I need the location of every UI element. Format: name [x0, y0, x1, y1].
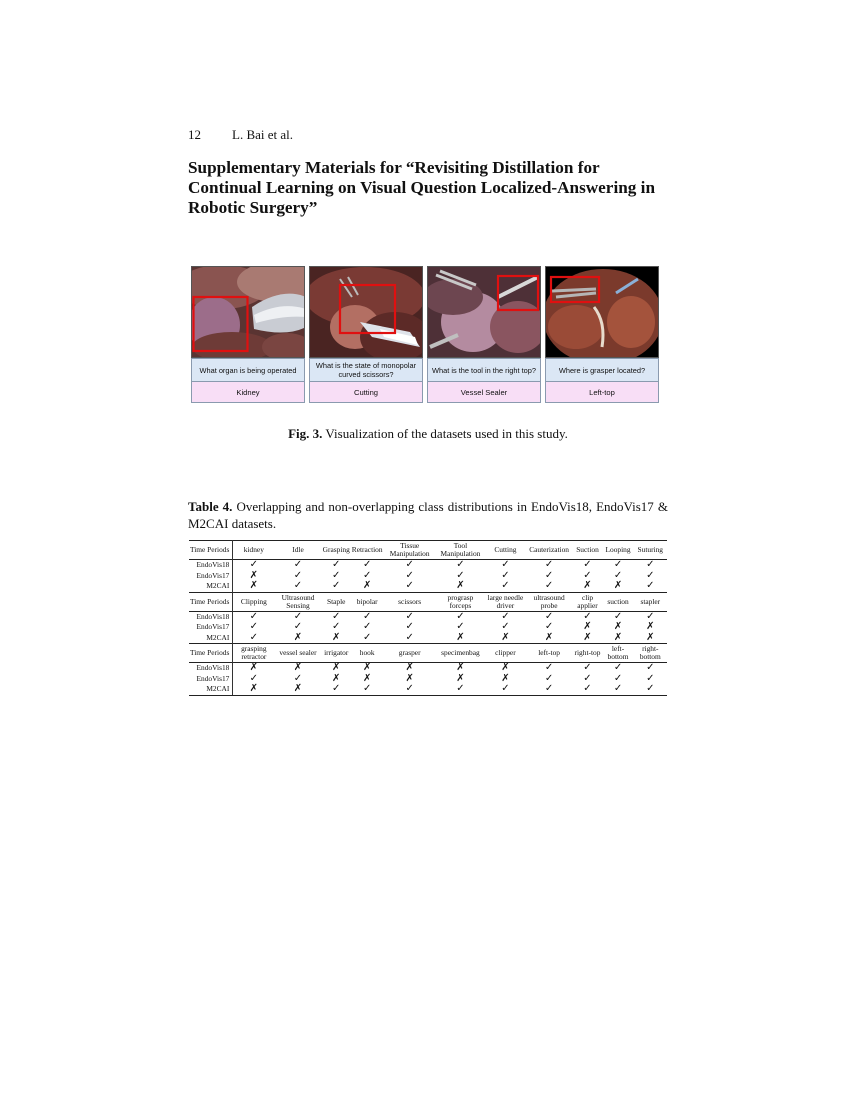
table-caption-text: Overlapping and non-overlapping class distributions in EndoVis18, EndoVis17 & M2CAI datasets. — [188, 499, 668, 531]
column-header: Clipping — [233, 592, 274, 611]
column-header: Cauterization — [526, 541, 573, 560]
table-cell: ✗ — [613, 580, 623, 592]
table-cell: ✗ — [332, 672, 341, 684]
table-cell: ✓ — [485, 560, 526, 571]
table-cell: ✓ — [526, 663, 573, 674]
surgical-image-vessel-sealer — [427, 266, 541, 358]
panel-answer: Kidney — [191, 382, 305, 403]
column-header: right-top — [573, 644, 603, 663]
table-cell: ✓ — [249, 621, 259, 633]
column-header: Cutting — [485, 541, 526, 560]
table-cell: ✓ — [456, 621, 465, 633]
column-header: suction — [602, 592, 633, 611]
table-cell: ✓ — [544, 672, 554, 684]
table-cell: ✓ — [646, 672, 655, 684]
table-cell: ✓ — [526, 611, 573, 622]
panel-question: Where is grasper located? — [545, 358, 659, 382]
table-cell: ✓ — [351, 560, 384, 571]
table-cell: ✗ — [456, 631, 465, 643]
table-cell: ✓ — [332, 621, 341, 633]
table-row — [189, 611, 667, 622]
figure-3 — [191, 266, 663, 406]
table-cell: ✓ — [436, 560, 485, 571]
column-header: Suturing — [634, 541, 667, 560]
table-cell: ✓ — [456, 569, 465, 581]
table-cell: ✗ — [501, 672, 510, 684]
table-cell: ✓ — [384, 560, 436, 571]
table-header-row — [189, 541, 667, 560]
row-header-time-periods: Time Periods — [189, 592, 233, 611]
dataset-label: EndoVis17 — [189, 622, 233, 633]
table-cell: ✓ — [634, 560, 667, 571]
column-header: irrigator — [322, 644, 351, 663]
table-cell: ✓ — [485, 611, 526, 622]
table-cell: ✓ — [583, 569, 592, 581]
table-cell: ✓ — [573, 560, 603, 571]
table-cell: ✓ — [322, 611, 351, 622]
figure-panel-kidney — [191, 266, 305, 404]
table-cell: ✗ — [405, 672, 414, 684]
column-header: Ultrasound Sensing — [274, 592, 321, 611]
column-header: specimenbag — [436, 644, 485, 663]
table-cell: ✓ — [384, 684, 436, 695]
table-cell: ✓ — [436, 611, 485, 622]
table-cell: ✓ — [351, 611, 384, 622]
table-row — [189, 674, 667, 685]
table-cell: ✓ — [544, 569, 554, 581]
table-cell: ✓ — [362, 621, 372, 633]
column-header: Looping — [602, 541, 633, 560]
column-header: Tissue Manipulation — [384, 541, 436, 560]
table-cell: ✓ — [293, 621, 303, 633]
table-row — [189, 581, 667, 592]
column-header: left-bottom — [602, 644, 633, 663]
table-cell: ✓ — [526, 560, 573, 571]
table-cell: ✓ — [332, 580, 341, 592]
table-cell: ✓ — [613, 672, 623, 684]
paper-title: Supplementary Materials for “Revisiting Distillation for Continual Learning on Visual Question Localized-Answering in Robotic Surgery” — [188, 158, 655, 217]
panel-answer: Left-top — [545, 382, 659, 403]
column-header: Retraction — [351, 541, 384, 560]
table-cell: ✗ — [249, 580, 259, 592]
table-cell: ✗ — [233, 663, 274, 674]
table-cell: ✓ — [362, 631, 372, 643]
table-row — [189, 684, 667, 695]
table-cell: ✗ — [274, 684, 321, 695]
table-cell: ✗ — [384, 663, 436, 674]
table-header-row — [189, 592, 667, 611]
table-cell: ✗ — [583, 621, 592, 633]
table-caption — [188, 498, 668, 532]
table-cell: ✓ — [573, 684, 603, 695]
row-header-time-periods: Time Periods — [189, 644, 233, 663]
dataset-label: EndoVis18 — [189, 560, 233, 571]
column-header: ultrasound probe — [526, 592, 573, 611]
table-cell: ✓ — [634, 611, 667, 622]
table-cell: ✓ — [646, 580, 655, 592]
table-cell: ✓ — [405, 621, 414, 633]
table-cell: ✓ — [501, 569, 510, 581]
table-cell: ✗ — [456, 672, 465, 684]
column-header: bipolar — [351, 592, 384, 611]
surgical-image-scissors — [309, 266, 423, 358]
column-header: grasper — [384, 644, 436, 663]
surgical-image-kidney — [191, 266, 305, 358]
table-cell: ✓ — [634, 663, 667, 674]
table-cell: ✗ — [274, 663, 321, 674]
table-cell: ✓ — [634, 684, 667, 695]
table-cell: ✓ — [233, 611, 274, 622]
column-header: large needle driver — [485, 592, 526, 611]
panel-question: What is the tool in the right top? — [427, 358, 541, 382]
table-cell: ✗ — [583, 631, 592, 643]
dataset-label: M2CAI — [189, 581, 233, 592]
column-header: Staple — [322, 592, 351, 611]
table-row — [189, 560, 667, 571]
figure-caption — [188, 426, 668, 442]
dataset-label: M2CAI — [189, 684, 233, 695]
table-cell: ✗ — [436, 663, 485, 674]
panel-question: What organ is being operated — [191, 358, 305, 382]
column-header: prograsp forceps — [436, 592, 485, 611]
table-cell: ✗ — [646, 621, 655, 633]
table-cell: ✓ — [405, 631, 414, 643]
table-cell: ✓ — [322, 684, 351, 695]
table-cell: ✓ — [573, 663, 603, 674]
column-header: vessel sealer — [274, 644, 321, 663]
column-header: hook — [351, 644, 384, 663]
table-cell: ✓ — [436, 684, 485, 695]
table-cell: ✓ — [322, 560, 351, 571]
column-header: grasping retractor — [233, 644, 274, 663]
figure-panel-vessel-sealer — [427, 266, 541, 404]
table-cell: ✗ — [332, 631, 341, 643]
table-cell: ✓ — [602, 663, 633, 674]
table-header-row — [189, 644, 667, 663]
running-head-authors: L. Bai et al. — [232, 127, 294, 142]
column-header: kidney — [233, 541, 274, 560]
column-header: Grasping — [322, 541, 351, 560]
figure-caption-label: Fig. 3. — [288, 426, 323, 441]
table-cell: ✓ — [249, 631, 259, 643]
table-cell: ✗ — [362, 672, 372, 684]
panel-answer: Cutting — [309, 382, 423, 403]
dataset-label: M2CAI — [189, 633, 233, 644]
table-cell: ✓ — [233, 560, 274, 571]
table-row — [189, 622, 667, 633]
table-cell: ✗ — [362, 580, 372, 592]
column-header: Idle — [274, 541, 321, 560]
table-cell: ✓ — [544, 580, 554, 592]
table-cell: ✗ — [233, 684, 274, 695]
table-cell: ✓ — [249, 672, 259, 684]
table-cell: ✓ — [293, 569, 303, 581]
column-header: scissors — [384, 592, 436, 611]
dataset-label: EndoVis17 — [189, 674, 233, 685]
dataset-label: EndoVis18 — [189, 611, 233, 622]
table-cell: ✓ — [405, 580, 414, 592]
table-cell: ✓ — [646, 569, 655, 581]
column-header: stapler — [634, 592, 667, 611]
class-distribution-table — [189, 540, 667, 696]
table-cell: ✓ — [362, 569, 372, 581]
table-cell: ✓ — [583, 672, 592, 684]
column-header: clip applier — [573, 592, 603, 611]
column-header: clipper — [485, 644, 526, 663]
table-caption-label: Table 4. — [188, 499, 233, 514]
table-row — [189, 663, 667, 674]
page-number: 12 — [188, 127, 201, 142]
table-cell: ✗ — [613, 631, 623, 643]
table-cell: ✓ — [351, 684, 384, 695]
column-header: Tool Manipulation — [436, 541, 485, 560]
panel-question: What is the state of monopolar curved scissors? — [309, 358, 423, 382]
table-cell: ✓ — [274, 560, 321, 571]
table-cell: ✗ — [293, 631, 303, 643]
dataset-label: EndoVis18 — [189, 663, 233, 674]
column-header: left-top — [526, 644, 573, 663]
table-cell: ✓ — [602, 611, 633, 622]
table-cell: ✓ — [405, 569, 414, 581]
table-cell: ✓ — [485, 684, 526, 695]
dataset-label: EndoVis17 — [189, 571, 233, 582]
table-cell: ✓ — [501, 580, 510, 592]
table-cell: ✓ — [501, 621, 510, 633]
figure-panel-cutting — [309, 266, 423, 404]
table-cell: ✓ — [384, 611, 436, 622]
table-cell: ✓ — [573, 611, 603, 622]
table-cell: ✓ — [602, 560, 633, 571]
running-head — [188, 127, 293, 143]
table-cell: ✓ — [602, 684, 633, 695]
table-cell: ✗ — [249, 569, 259, 581]
table-cell: ✗ — [646, 631, 655, 643]
table-cell: ✗ — [544, 631, 554, 643]
row-header-time-periods: Time Periods — [189, 541, 233, 560]
table-cell: ✗ — [613, 621, 623, 633]
table-cell: ✗ — [456, 580, 465, 592]
table-cell: ✗ — [322, 663, 351, 674]
table-cell: ✓ — [526, 684, 573, 695]
table-cell: ✓ — [544, 621, 554, 633]
surgical-image-grasper — [545, 266, 659, 358]
table-cell: ✓ — [293, 672, 303, 684]
figure-panel-grasper — [545, 266, 659, 404]
column-header: Suction — [573, 541, 603, 560]
table-cell: ✓ — [613, 569, 623, 581]
table-cell: ✓ — [293, 580, 303, 592]
panel-answer: Vessel Sealer — [427, 382, 541, 403]
table-cell: ✓ — [274, 611, 321, 622]
column-header: right-bottom — [634, 644, 667, 663]
table-cell: ✗ — [485, 663, 526, 674]
table-cell: ✗ — [501, 631, 510, 643]
table-row — [189, 571, 667, 582]
figure-caption-text: Visualization of the datasets used in this study. — [322, 426, 568, 441]
table-cell: ✓ — [332, 569, 341, 581]
table-row — [189, 633, 667, 644]
table-cell: ✗ — [351, 663, 384, 674]
table-cell: ✗ — [583, 580, 592, 592]
